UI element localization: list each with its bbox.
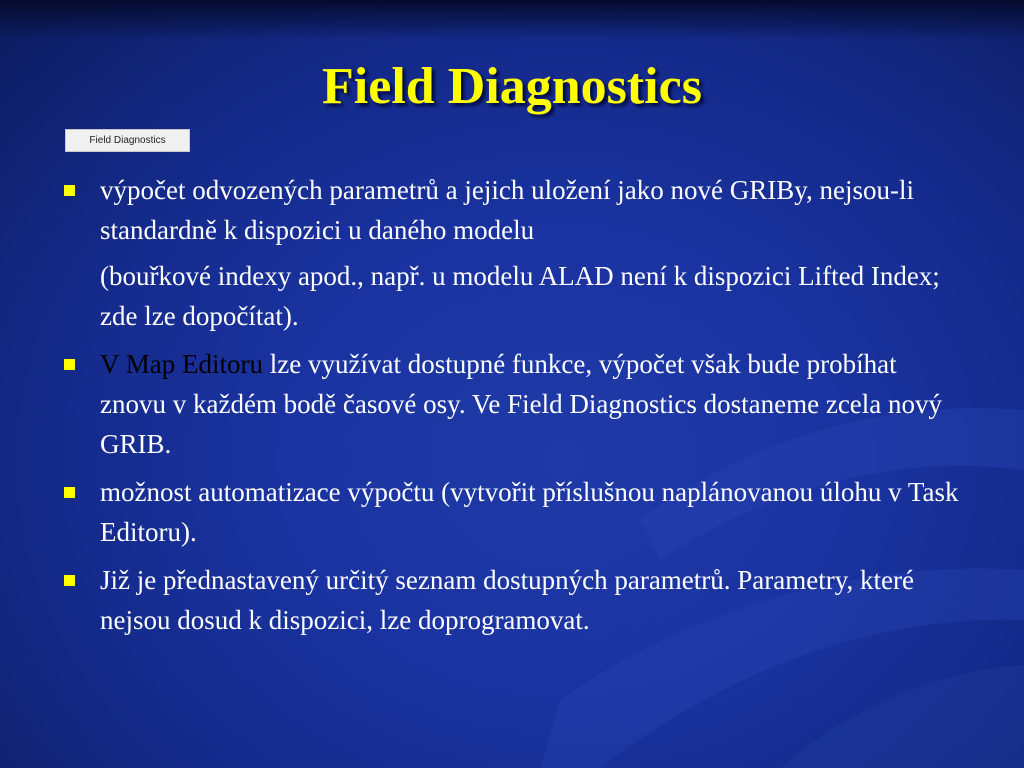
square-bullet-icon [64, 359, 75, 370]
bullet-2-text: lze využívat dostupné funkce, výpočet však bude probíhat znovu v každém bodě časové osy. Ve Field Diagnostics dostaneme zcela nový GRIB. [100, 349, 943, 459]
bullet-item-3 [60, 472, 960, 552]
bullet-list [60, 170, 960, 648]
bullet-4-text: Již je přednastavený určitý seznam dostupných parametrů. Parametry, které nejsou dosud k dispozici, lze doprogramovat. [100, 565, 914, 635]
bullet-item-2 [60, 344, 960, 464]
square-bullet-icon [64, 487, 75, 498]
bullet-1-subtext: (bouřkové indexy apod., např. u modelu ALAD není k dispozici Lifted Index; zde lze dopočítat). [100, 261, 940, 331]
square-bullet-icon [64, 575, 75, 586]
bullet-item-4 [60, 560, 960, 640]
bullet-3-text: možnost automatizace výpočtu (vytvořit příslušnou naplánovanou úlohu v Task Editoru). [100, 477, 959, 547]
slide-title: Field Diagnostics [322, 58, 702, 115]
field-diagnostics-button[interactable]: Field Diagnostics [65, 129, 190, 152]
bullet-item-1 [60, 170, 960, 336]
square-bullet-icon [64, 185, 75, 196]
map-editor-link[interactable]: V Map Editoru [100, 349, 263, 379]
bullet-1-text: výpočet odvozených parametrů a jejich uložení jako nové GRIBy, nejsou-li standardně k dispozici u daného modelu [100, 175, 914, 245]
